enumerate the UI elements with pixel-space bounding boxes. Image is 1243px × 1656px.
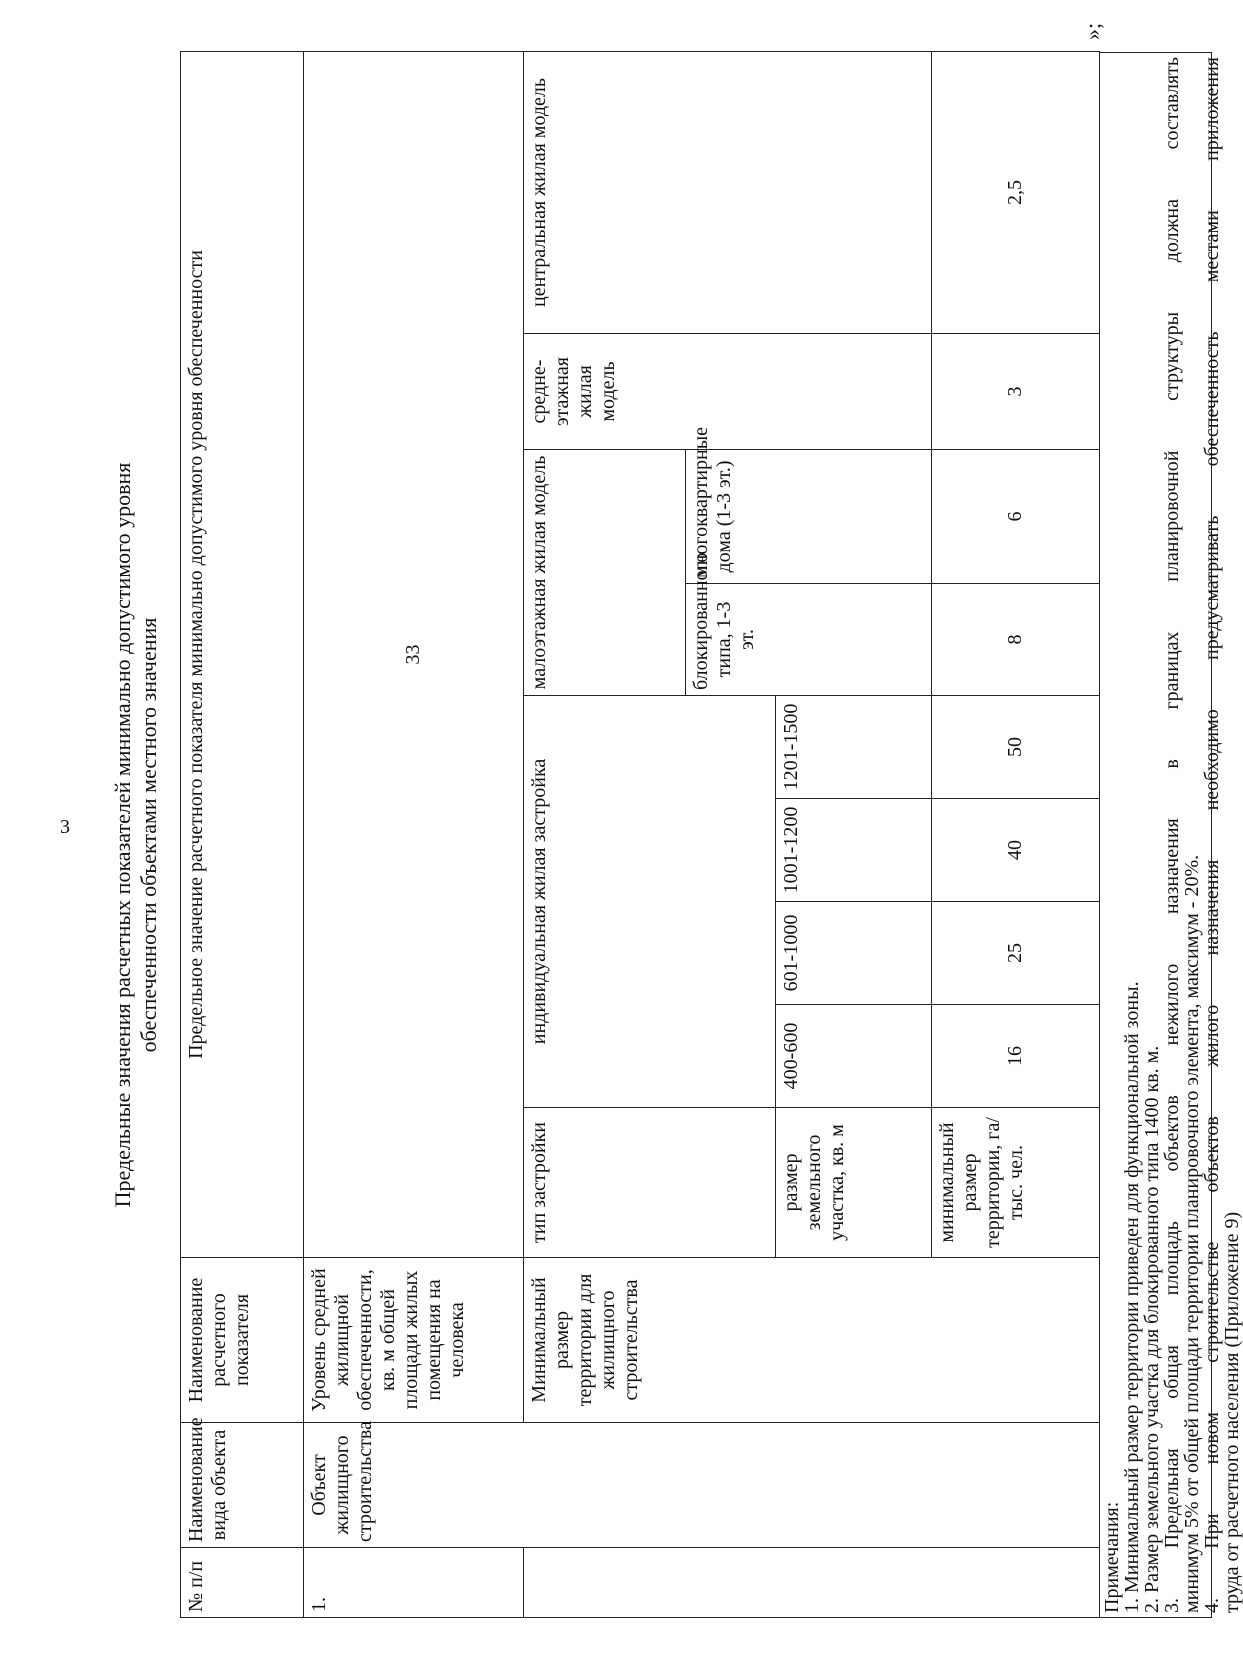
- min-value-8: 2,5: [931, 51, 1099, 333]
- row2-indicator: Минимальный размер территории для жилищного строительства: [523, 1258, 1099, 1423]
- row2-num-empty: [523, 1548, 1099, 1618]
- rotated-page-content: [60, 22, 1243, 1630]
- row1-indicator: Уровень средней жилищной обеспеченности, кв. м общей площади жилых помещения на человека: [303, 1258, 523, 1423]
- row1-value: 33: [303, 51, 523, 1257]
- table-row: [303, 51, 523, 1617]
- title-line-1: Предельные значения расчетных показателей минимально допустимого уровня: [110, 462, 135, 1208]
- min-value-5: 8: [931, 584, 1099, 696]
- row1-num: 1.: [303, 1548, 523, 1618]
- note-3-line-1: 3. Предельная общая площадь объектов нежилого назначения в границах планировочной структуры должна составлять: [1161, 57, 1183, 1613]
- midrise-model: средне-этажная жилая модель: [523, 334, 931, 450]
- lowrise-model: малоэтажная жилая модель: [523, 450, 685, 696]
- header-num: № п/п: [181, 1548, 304, 1618]
- table-row: [523, 51, 685, 1617]
- header-object-type: Наименование вида объекта: [181, 1423, 304, 1548]
- min-value-7: 3: [931, 334, 1099, 450]
- plot-size-3: 1001-1200: [776, 799, 931, 902]
- title-line-2: обеспеченности объектами местного значения: [136, 617, 161, 1053]
- document-title: [110, 40, 162, 1630]
- plot-size-label: размер земельного участка, кв. м: [776, 1108, 931, 1258]
- individual-housing: индивидуальная жилая застройка: [523, 696, 775, 1108]
- header-indicator: Наименование расчетного показателя: [181, 1258, 304, 1423]
- central-model: центральная жилая модель: [523, 51, 931, 333]
- min-value-4: 50: [931, 696, 1099, 799]
- page-number: 3: [60, 816, 70, 838]
- min-value-3: 40: [931, 799, 1099, 902]
- min-value-6: 6: [931, 450, 1099, 584]
- notes-heading: Примечания:: [1101, 1501, 1123, 1613]
- note-1: 1. Минимальный размер территории приведен для функциональной зоны.: [1121, 981, 1143, 1613]
- row1-object: Объект жилищного строительства: [303, 1423, 1099, 1548]
- header-limit-value: Предельное значение расчетного показателя минимально допустимого уровня обеспеченности: [181, 51, 304, 1257]
- lowrise-multi: многоквартирные дома (1-3 эт.): [685, 450, 931, 584]
- notes-block: [1100, 52, 1243, 1618]
- min-value-2: 25: [931, 902, 1099, 1005]
- note-4-line-2: труда от расчетного населения (Приложение 9): [1221, 1211, 1243, 1613]
- indicators-table: [180, 51, 1100, 1618]
- note-2: 2. Размер земельного участка для блокированного типа 1400 кв. м.: [1141, 1045, 1163, 1613]
- table-row: [181, 51, 304, 1617]
- build-type-label: тип застройки: [523, 1108, 775, 1258]
- note-3-line-2: минимум 5% от общей площади территории планировочного элемента, максимум - 20%.: [1181, 854, 1203, 1613]
- plot-size-1: 400-600: [776, 1005, 931, 1108]
- min-value-1: 16: [931, 1005, 1099, 1108]
- plot-size-4: 1201-1500: [776, 696, 931, 799]
- min-size-label: минимальный размер территории, га/тыс. чел.: [931, 1108, 1099, 1258]
- plot-size-2: 601-1000: [776, 902, 931, 1005]
- note-4-line-1: 4. При новом строительстве объектов жилого назначения необходимо предусматривать обеспеченность местами приложения: [1201, 57, 1223, 1613]
- lowrise-block: блокированного типа, 1-3 эт.: [685, 584, 931, 696]
- closing-quote-mark: »;: [1080, 22, 1105, 40]
